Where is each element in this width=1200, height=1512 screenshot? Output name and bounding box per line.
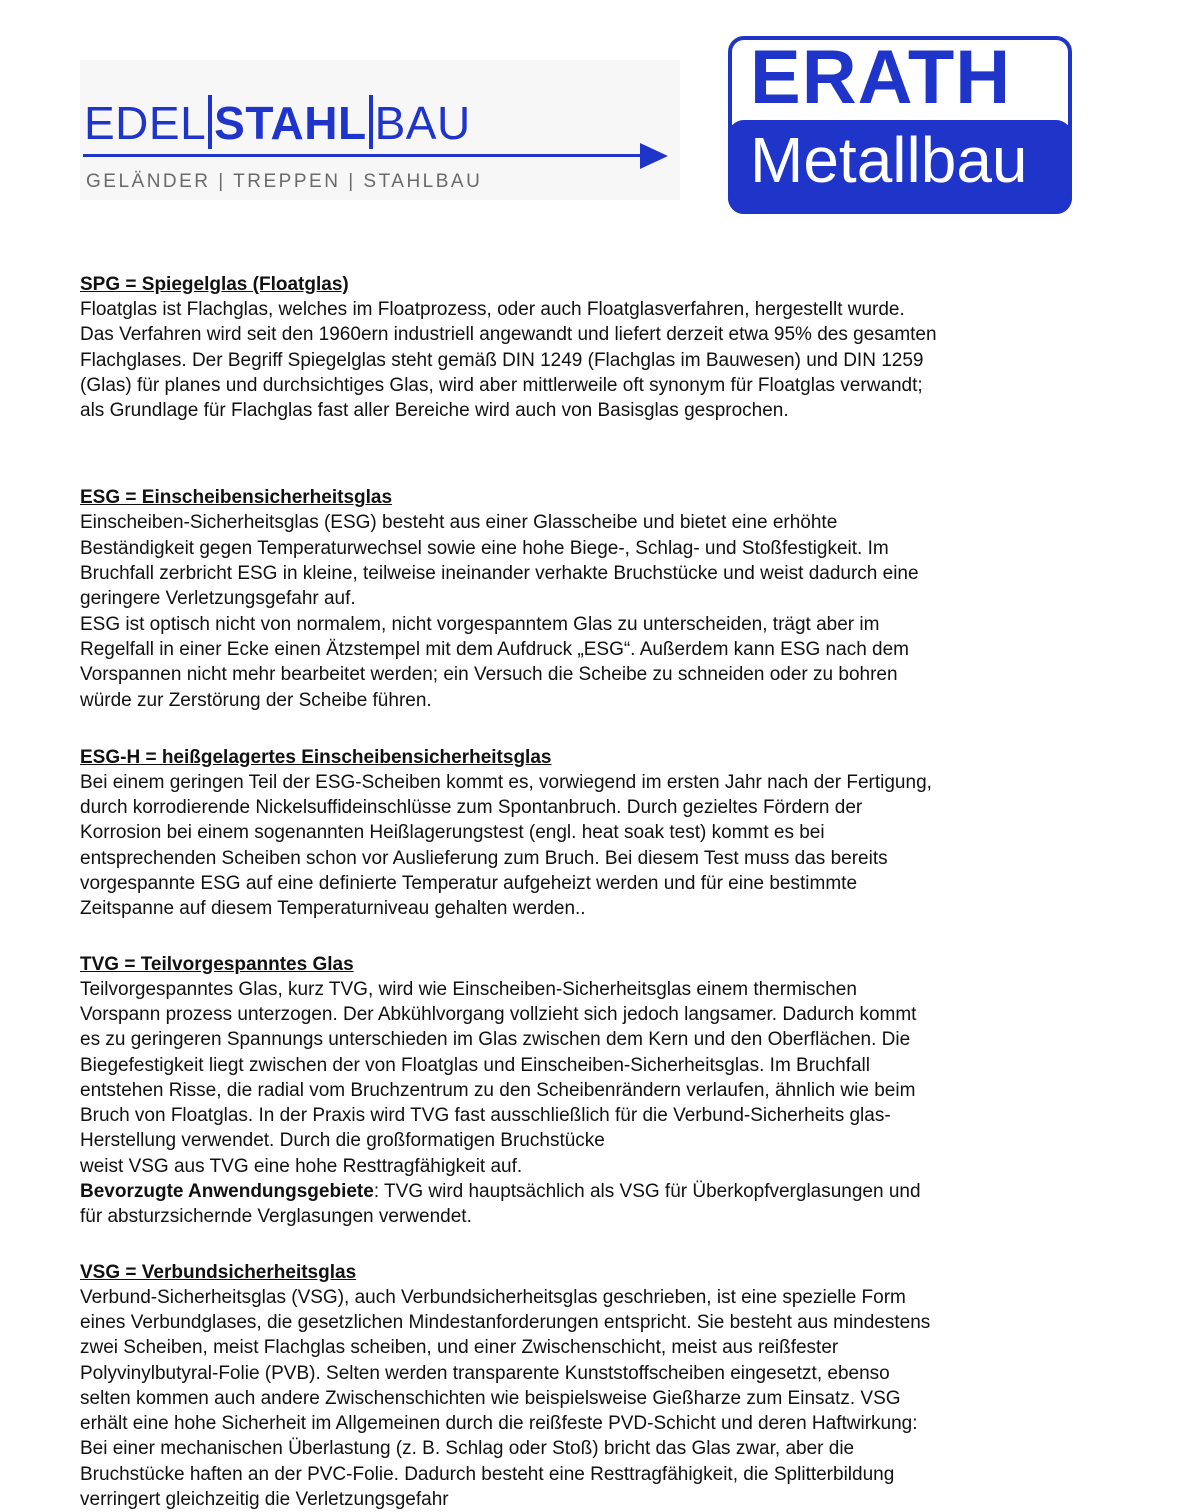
page-header — [80, 28, 1080, 220]
text-line: verringert gleichzeitig die Verletzungsgefahr — [80, 1488, 449, 1510]
text-line: eines Verbundglases, die gesetzlichen Mindestanforderungen entspricht. Sie besteht aus mindestens — [80, 1311, 931, 1333]
text-line: es zu geringeren Spannungs unterschieden im Glas zwischen dem Kern und den Oberflächen. Die — [80, 1029, 911, 1051]
edelstahlbau-logo — [80, 60, 680, 200]
text-line: vorgespannte ESG auf eine definierte Temperatur aufgeheizt werden und für eine bestimmte — [80, 873, 858, 895]
text-line: entsprechenden Scheiben schon vor Auslieferung zum Bruch. Bei diesem Test muss das bereits — [80, 847, 888, 869]
section-heading: SPG = Spiegelglas (Floatglas) — [80, 274, 349, 295]
text-line: Polyvinylbutyral-Folie (PVB). Selten werden transparente Kunststoffscheiben eingesetzt, ebenso — [80, 1362, 890, 1384]
section-text — [80, 510, 1080, 712]
erath-metallbau-logo — [728, 36, 1072, 214]
arrow-line — [83, 154, 643, 157]
text-line: Bruchstücke haften an der PVC-Folie. Dadurch besteht eine Resttragfähigkeit, die Splitterbildung — [80, 1463, 895, 1485]
text-line: Das Verfahren wird seit den 1960ern industriell angewandt und liefert derzeit etwa 95% des gesamten — [80, 324, 937, 346]
text-line: Korrosion bei einem sogenannten Heißlagerungstest (engl. heat soak test) kommt es bei — [80, 822, 825, 844]
logo-separator — [369, 95, 373, 149]
text-line: Floatglas ist Flachglas, welches im Floatprozess, oder auch Floatglasverfahren, hergestellt wurde. — [80, 299, 905, 320]
section-vsg — [80, 1260, 1080, 1512]
text-line: Bei einem geringen Teil der ESG-Scheiben kommt es, vorwiegend im ersten Jahr nach der Fertigung, — [80, 771, 932, 793]
text-line: als Grundlage für Flachglas fast aller Bereiche wird auch von Basisglas gesprochen. — [80, 400, 789, 422]
text-line: Bei einer mechanischen Überlastung (z. B. Schlag oder Stoß) bricht das Glas zwar, aber die — [80, 1438, 855, 1460]
section-heading: VSG = Verbundsicherheitsglas — [80, 1261, 357, 1283]
text-line: geringere Verletzungsgefahr auf. — [80, 588, 356, 610]
section-heading: TVG = Teilvorgespanntes Glas — [80, 953, 354, 975]
text-line: Herstellung verwendet. Durch die großformatigen Bruchstücke — [80, 1130, 605, 1152]
text-line: Vorspann prozess unterzogen. Der Abkühlvorgang vollzieht sich jedoch langsamer. Dadurch kommt — [80, 1003, 917, 1025]
text-line: erhält eine hohe Sicherheit im Allgemeinen durch die reißfeste PVD-Schicht und deren Haftwirkung: — [80, 1413, 918, 1435]
text-line: Beständigkeit gegen Temperaturwechsel sowie eine hohe Biege-, Schlag- und Stoßfestigkeit. Im — [80, 537, 889, 559]
section-tvg — [80, 952, 1080, 1230]
text-line: Biegefestigkeit liegt zwischen der von Floatglas und Einscheiben-Sicherheitsglas. Im Bruchfall — [80, 1054, 870, 1076]
text-line: Vorspannen nicht mehr bearbeitet werden; ein Versuch die Scheibe zu schneiden oder zu bohren — [80, 664, 898, 686]
edelstahlbau-wordmark — [84, 95, 471, 149]
logo-bau: BAU — [374, 97, 471, 149]
section-esg-h — [80, 745, 1080, 922]
text-line: würde zur Zerstörung der Scheibe führen. — [80, 689, 432, 711]
text-line: selten kommen auch andere Zwischenschichten wie beispielsweise Gießharze zum Einsatz. VSG — [80, 1387, 901, 1409]
text-line: durch korrodierende Nickelsuffideinschlüsse zum Spontanbruch. Durch gezieltes Fördern der — [80, 797, 863, 819]
text-line: Teilvorgespanntes Glas, kurz TVG, wird wie Einscheiben-Sicherheitsglas einem thermischen — [80, 978, 857, 1000]
metallbau-wordmark: Metallbau — [750, 124, 1028, 196]
text-line: ESG ist optisch nicht von normalem, nicht vorgespanntem Glas zu unterscheiden, trägt aber im — [80, 613, 880, 635]
text-line: (Glas) für planes und durchsichtiges Glas, wird aber mittlerweile oft synonym für Floatglas verwandt; — [80, 374, 923, 396]
text-line: Einscheiben-Sicherheitsglas (ESG) besteht aus einer Glasscheibe und bietet eine erhöhte — [80, 512, 838, 534]
document-body — [80, 272, 1080, 1512]
text-line: weist VSG aus TVG eine hohe Resttragfähigkeit auf. — [80, 1155, 523, 1177]
usage-label: Bevorzugte Anwendungsgebiete — [80, 1181, 374, 1203]
logo-edel: EDEL — [84, 97, 207, 149]
text-line: Flachglases. Der Begriff Spiegelglas steht gemäß DIN 1249 (Flachglas im Bauwesen) und DIN 1259 — [80, 349, 924, 371]
section-text — [80, 297, 1080, 423]
text-line: Verbund-Sicherheitsglas (VSG), auch Verbundsicherheitsglas geschrieben, ist eine spezielle Form — [80, 1286, 906, 1308]
usage-text: : TVG wird hauptsächlich als VSG für Überkopfverglasungen und — [373, 1181, 921, 1203]
logo-separator — [208, 95, 212, 149]
section-text — [80, 1285, 1080, 1512]
text-line: Bruchfall zerbricht ESG in kleine, teilweise ineinander verhakte Bruchstücke und weist dadurch eine — [80, 563, 919, 585]
text-line: Zeitspanne auf diesem Temperaturniveau gehalten werden.. — [80, 898, 586, 920]
logo-tagline: GELÄNDER | TREPPEN | STAHLBAU — [86, 171, 483, 192]
section-esg — [80, 485, 1080, 712]
logo-stahl: STAHL — [214, 97, 367, 149]
section-text — [80, 770, 1080, 922]
section-heading: ESG = Einscheibensicherheitsglas — [80, 487, 393, 509]
erath-wordmark: ERATH — [750, 35, 1012, 120]
section-heading: ESG-H = heißgelagertes Einscheibensicherheitsglas — [80, 746, 552, 768]
arrow-right-icon — [640, 143, 668, 169]
usage-line — [80, 1179, 1080, 1204]
text-line: Regelfall in einer Ecke einen Ätzstempel mit dem Aufdruck „ESG“. Außerdem kann ESG nach dem — [80, 638, 909, 660]
text-line: entstehen Risse, die radial vom Bruchzentrum zu den Scheibenrändern verlaufen, ähnlich wie beim — [80, 1079, 916, 1101]
text-line: Bruch von Floatglas. In der Praxis wird TVG fast ausschließlich für die Verbund-Sicherheits glas- — [80, 1105, 891, 1127]
section-spg — [80, 272, 1080, 423]
metallbau-band — [728, 120, 1072, 214]
text-line: für absturzsichernde Verglasungen verwendet. — [80, 1206, 472, 1228]
section-text — [80, 977, 1080, 1230]
text-line: zwei Scheiben, meist Flachglas scheiben, und einer Zwischenschicht, meist aus reißfester — [80, 1337, 839, 1359]
